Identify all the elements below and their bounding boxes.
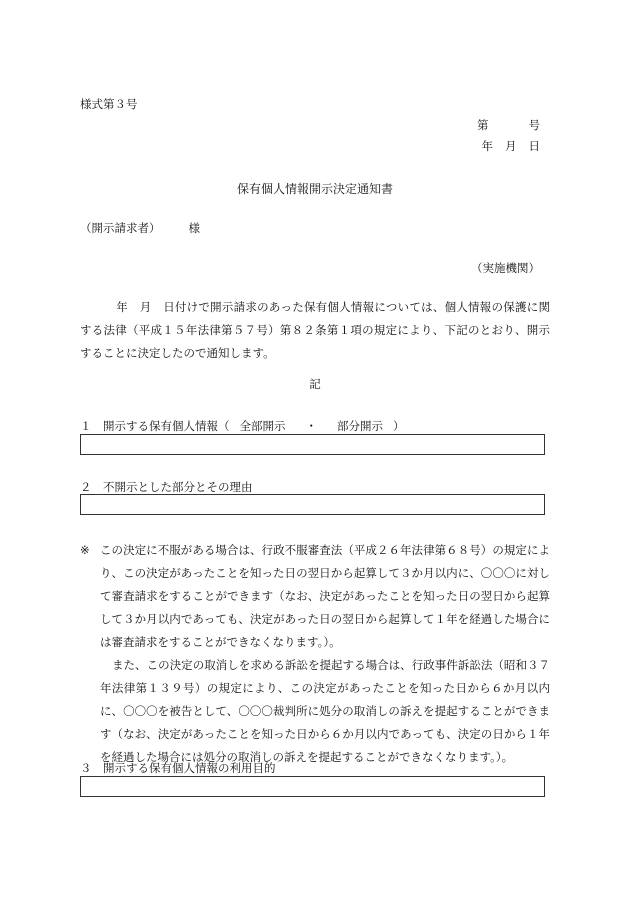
option-full-disclosure: 全部開示 bbox=[239, 419, 286, 433]
option-partial-disclosure: 部分開示 bbox=[337, 419, 383, 433]
section-1-label: １ 開示する保有個人情報（ bbox=[80, 419, 230, 433]
date-month: 月 bbox=[505, 139, 517, 153]
section-1-close: ） bbox=[393, 419, 405, 433]
date-year: 年 bbox=[481, 139, 493, 153]
number-prefix: 第 bbox=[477, 118, 489, 132]
date-day: 日 bbox=[528, 139, 540, 153]
body-paragraph bbox=[80, 296, 550, 365]
note-mark: ※ bbox=[80, 543, 90, 557]
note-paragraph-1: この決定に不服がある場合は、行政不服審査法（平成２６年法律第６８号）の規定により、この決定があったことを知った日の翌日から起算して３か月以内に、〇〇〇に対して審査請求をすることができます（なお、決定があったことを知った日の翌日から起算して３か月以内であっても、決定があった日の翌日から起算して１年を経過した場合には審査請求をすることができなくなります。）。 bbox=[100, 543, 550, 649]
recipient-label: （開示請求者） bbox=[80, 221, 161, 235]
note-paragraph-2: また、この決定の取消しを求める訴訟を提起する場合は、行政事件訴訟法（昭和３７年法律第１３９号）の規定により、この決定があったことを知った日から６か月以内に、〇〇〇を被告として、〇〇〇裁判所に処分の取消しの訴えを提起することができます（なお、決定があったことを知った日から６か月以内であっても、決定の日から１年を経過した場合には処分の取消しの訴えを提起することができなくなります。）。 bbox=[100, 658, 550, 764]
section-1-box[interactable] bbox=[80, 434, 545, 455]
date-line bbox=[482, 138, 541, 154]
recipient-honorific: 様 bbox=[188, 221, 200, 235]
section-2-box[interactable] bbox=[80, 494, 545, 515]
section-3-heading: ３ 開示する保有個人情報の利用目的 bbox=[80, 761, 276, 775]
body-text: 年 月 日付けで開示請求のあった保有個人情報については、個人情報の保護に関する法律（平成１５年法律第５７号）第８２条第１項の規定により、下記のとおり、開示することに決定したので通知します。 bbox=[80, 300, 550, 360]
section-3-box[interactable] bbox=[80, 776, 545, 797]
recipient-line bbox=[80, 220, 200, 236]
agency-label: （実施機関） bbox=[471, 261, 540, 275]
section-1-heading bbox=[80, 418, 405, 434]
document-number-line bbox=[477, 117, 540, 133]
form-number: 様式第３号 bbox=[80, 97, 138, 111]
document-title: 保有個人情報開示決定通知書 bbox=[236, 182, 393, 196]
section-2-heading: ２ 不開示とした部分とその理由 bbox=[80, 480, 253, 494]
ki-heading: 記 bbox=[309, 377, 321, 391]
number-suffix: 号 bbox=[528, 118, 540, 132]
option-separator: ・ bbox=[305, 419, 317, 433]
appeal-note bbox=[80, 539, 550, 769]
